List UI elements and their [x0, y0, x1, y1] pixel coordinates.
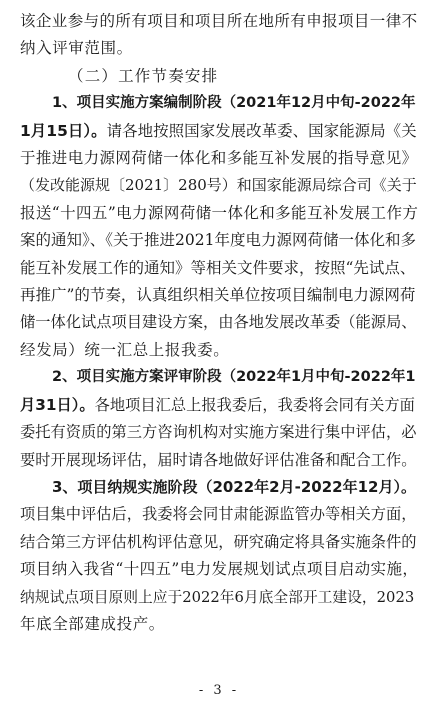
- body-line: [20, 392, 420, 419]
- body-line: 纳规试点项目原则上应于2022年6月底全部开工建设，2023: [20, 588, 415, 606]
- body-line: 案的通知》、《关于推进2021年度电力源网荷储一体化和多: [20, 231, 416, 250]
- body-line: 项目纳入我省“十四五”电力发展规划试点项目启动实施，: [20, 560, 419, 579]
- body-line: 能互补发展工作的通知》等相关文件要求，按照“先试点、: [20, 258, 416, 277]
- bold-text: 1、项目实施方案编制阶段（2021年12月中旬-2022年: [52, 95, 416, 112]
- body-line: [20, 118, 420, 145]
- body-line: 报送“十四五”电力源网荷储一体化和多能互补发展工作方: [20, 203, 419, 222]
- body-text: 请各地按照国家发展改革委、国家能源局《关: [106, 121, 417, 140]
- stage-heading-3: [20, 474, 420, 501]
- body-line: 纳入评审范围。: [20, 39, 133, 58]
- bold-text: 2、项目实施方案评审阶段（2022年1月中旬-2022年1: [52, 369, 416, 386]
- body-line: 项目集中评估后，我委将会同甘肃能源监管办等相关方面，: [20, 505, 417, 524]
- body-text: 各地项目汇总上报我委后，我委将会同有关方面: [94, 395, 415, 414]
- section-heading: （二）工作节奏安排: [68, 66, 219, 85]
- page-number: - 3 -: [198, 683, 240, 698]
- body-line: 经发局）统一汇总上报我委。: [20, 340, 230, 359]
- stage-heading-1: [20, 90, 420, 117]
- body-line: 于推进电力源网荷储一体化和多能互补发展的指导意见》: [20, 149, 418, 168]
- body-line: 再推广”的节奏，认真组织相关单位按项目编制电力源网荷: [20, 286, 416, 305]
- bold-text: 月31日）。: [20, 395, 95, 414]
- body-line: 结合第三方评估机构评估意见，研究确定将具备实施条件的: [20, 532, 417, 551]
- body-line: 该企业参与的所有项目和项目所在地所有申报项目一律不: [20, 12, 418, 30]
- stage-heading-2: [20, 364, 420, 391]
- bold-text: 1月15日）。: [20, 121, 107, 140]
- body-line: 储一体化试点项目建设方案，由各地发展改革委（能源局、: [20, 313, 417, 332]
- body-line: 委托有资质的第三方咨询机构对实施方案进行集中评估，必: [20, 423, 417, 442]
- body-line: 要时开展现场评估，届时请各地做好评估准备和配合工作。: [20, 450, 417, 469]
- body-line: （发改能源规〔2021〕280号）和国家能源局综合司《关于: [20, 176, 417, 195]
- bold-text: 3、项目纳规实施阶段（2022年2月-2022年12月）。: [52, 477, 416, 496]
- body-line: 年底全部建成投产。: [20, 614, 165, 633]
